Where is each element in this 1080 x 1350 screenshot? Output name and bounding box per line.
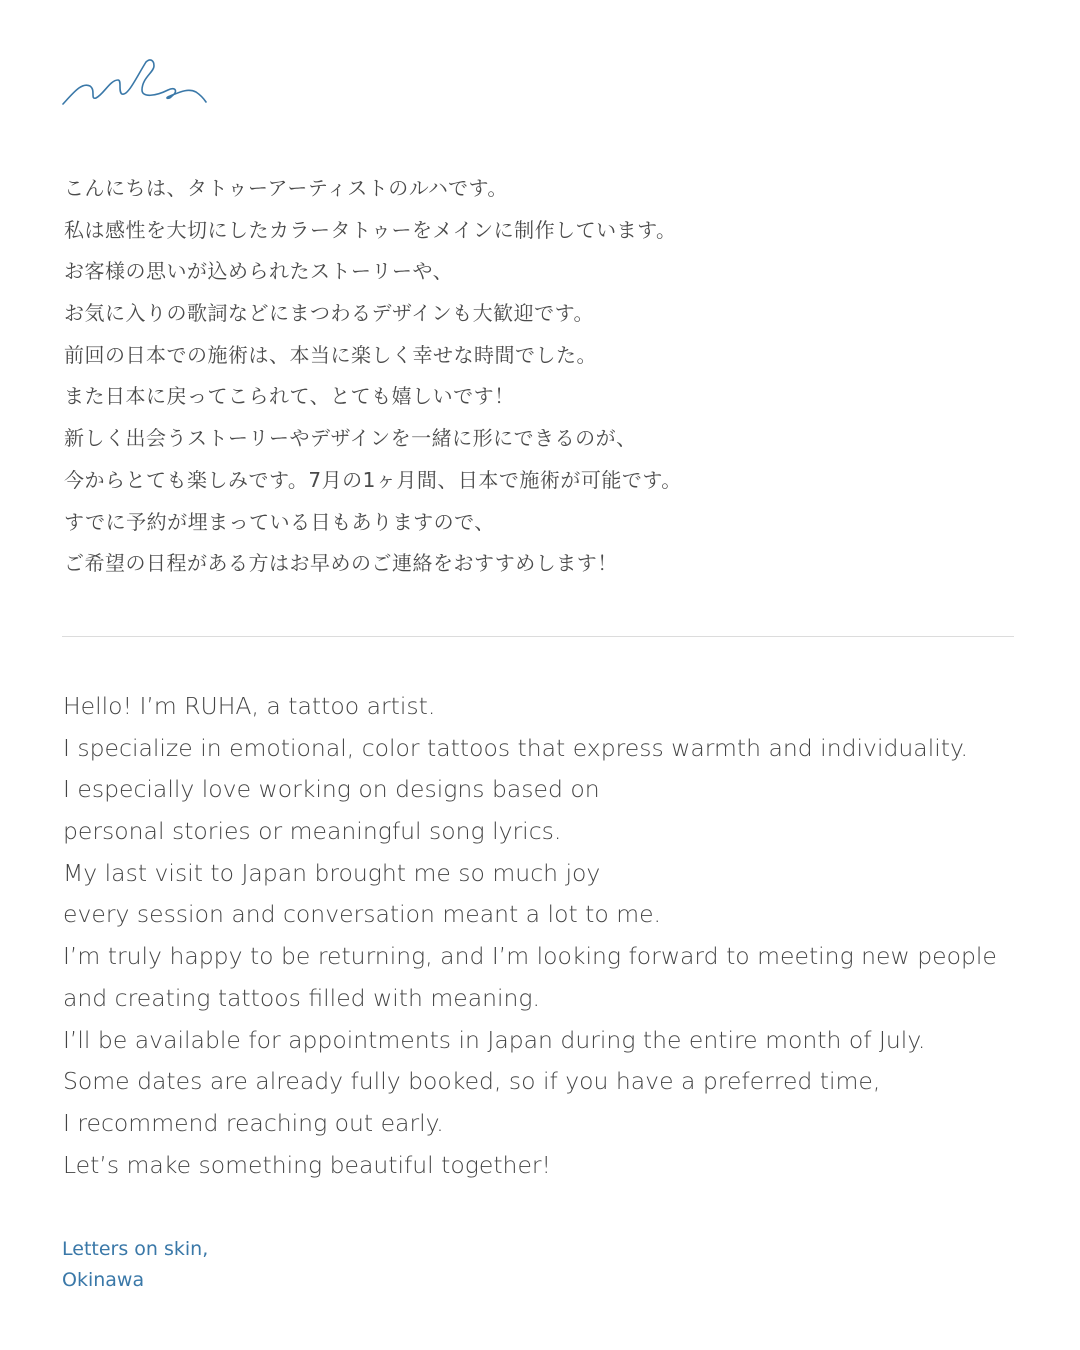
japanese-line: 私は感性を大切にしたカラータトゥーをメインに制作しています。	[64, 217, 677, 242]
english-line: I recommend reaching out early.	[63, 1108, 444, 1137]
japanese-line: すでに予約が埋まっている日もありますので、	[64, 509, 495, 534]
english-line: I’ll be available for appointments in Japan during the entire month of July.	[63, 1025, 926, 1054]
section-divider	[62, 636, 1014, 637]
japanese-message	[64, 168, 1024, 585]
japanese-line: ご希望の日程がある方はお早めのご連絡をおすすめします！	[64, 551, 618, 576]
english-line: Some dates are already fully booked, so if you have a preferred time,	[63, 1067, 881, 1096]
signature-line-1: Letters on skin,	[62, 1238, 209, 1260]
english-line: Let’s make something beautiful together!	[63, 1150, 551, 1179]
ruha-wave-signature-icon	[60, 56, 210, 112]
japanese-line: 前回の日本での施術は、本当に楽しく幸せな時間でした。	[64, 342, 597, 367]
japanese-line: こんにちは、タトゥーアーティストのルハです。	[64, 176, 508, 200]
english-line: I especially love working on designs based on	[63, 775, 600, 804]
japanese-line: お気に入りの歌詞などにまつわるデザインも大歓迎です。	[64, 301, 594, 326]
english-line: I’m truly happy to be returning, and I’m looking forward to meeting new people	[63, 942, 997, 971]
japanese-line: また日本に戻ってこられて、とても嬉しいです！	[64, 384, 515, 409]
signature	[62, 1234, 208, 1296]
english-line: and creating tattoos filled with meaning.	[63, 983, 540, 1012]
logo	[60, 56, 210, 112]
japanese-line: お客様の思いが込められたストーリーや、	[64, 259, 454, 284]
english-line: personal stories or meaningful song lyrics.	[63, 817, 562, 846]
signature-line-2: Okinawa	[62, 1269, 145, 1291]
english-line: My last visit to Japan brought me so much joy	[63, 858, 601, 887]
english-message	[63, 686, 1043, 1186]
english-line: I specialize in emotional, color tattoos that express warmth and individuality.	[63, 733, 969, 762]
japanese-line: 新しく出会うストーリーやデザインを一緒に形にできるのが、	[64, 426, 637, 451]
english-line: Hello! I’m RUHA, a tattoo artist.	[63, 692, 436, 720]
english-line: every session and conversation meant a lot to me.	[63, 900, 662, 929]
japanese-line: 今からとても楽しみです。7月の1ヶ月間、日本で施術が可能です。	[64, 467, 682, 492]
